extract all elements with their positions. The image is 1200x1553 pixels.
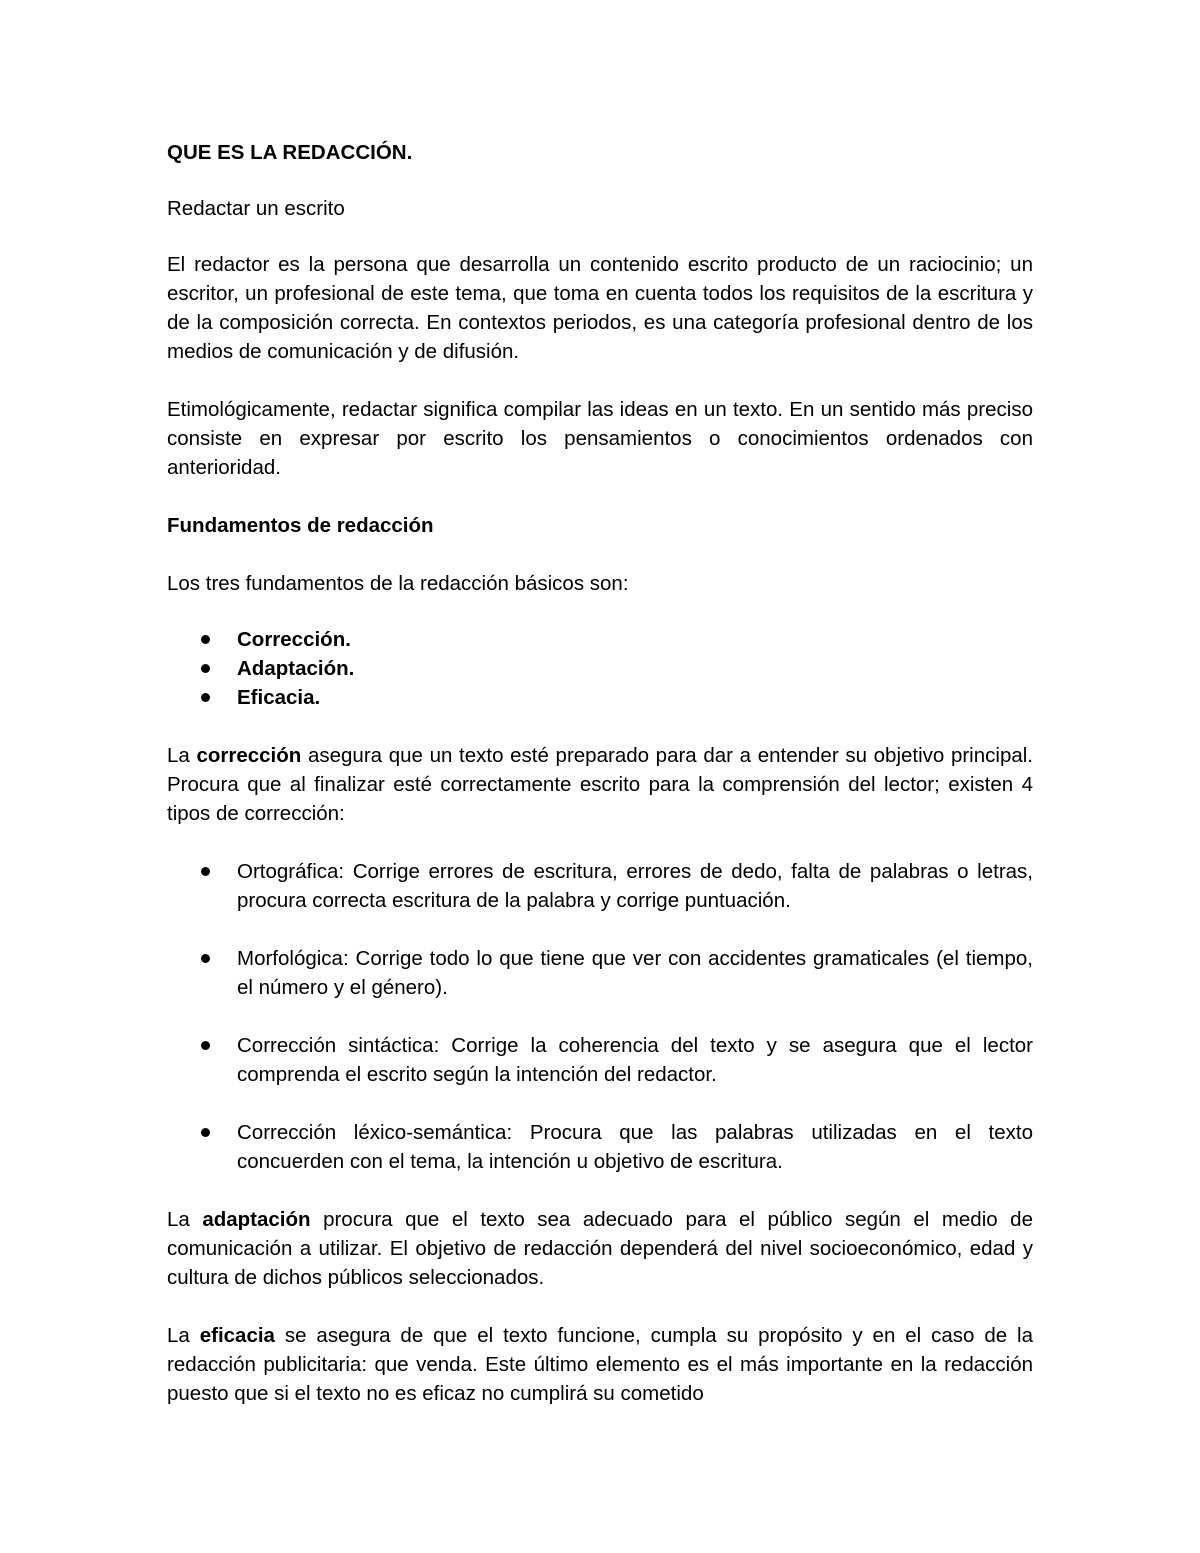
paragraph-prefix: La (167, 1324, 200, 1347)
list-item (167, 1031, 1033, 1089)
document-subtitle: Redactar un escrito (167, 197, 345, 220)
list-item (167, 625, 1033, 654)
list-item (167, 944, 1033, 1002)
paragraph-rest: procura que el texto sea adecuado para el público según el medio de comunicación a utilizar. El objetivo de redacción dependerá del nivel socioeconómico, edad y cultura de dichos públicos seleccionados. (167, 1208, 1033, 1289)
fundamentos-list (167, 625, 1033, 712)
bullet-icon (201, 1128, 210, 1137)
list-item (167, 857, 1033, 915)
tipos-correccion-list (167, 857, 1033, 1176)
bullet-icon (201, 867, 210, 876)
paragraph-etimologia: Etimológicamente, redactar significa compilar las ideas en un texto. En un sentido más preciso consiste en expresar por escrito los pensamientos o conocimientos ordenados con anterioridad. (167, 398, 1033, 479)
list-item (167, 683, 1033, 712)
tipo-correccion-text: Morfológica: Corrige todo lo que tiene que ver con accidentes gramaticales (el tiempo, el número y el género). (237, 947, 1033, 999)
tipo-correccion-text: Corrección sintáctica: Corrige la coherencia del texto y se asegura que el lector comprenda el escrito según la intención del redactor. (237, 1034, 1033, 1086)
term-correccion: corrección (196, 744, 302, 767)
fundamento-label: Eficacia. (237, 686, 321, 709)
paragraph-prefix: La (167, 1208, 203, 1231)
fundamento-label: Adaptación. (237, 657, 355, 680)
paragraph-redactor: El redactor es la persona que desarrolla un contenido escrito producto de un raciocinio; un escritor, un profesional de este tema, que toma en cuenta todos los requisitos de la escritura y de la composición correcta. En contextos periodos, es una categoría profesional dentro de los medios de comunicación y de difusión. (167, 253, 1033, 363)
bullet-icon (201, 664, 210, 673)
tipo-correccion-text: Corrección léxico-semántica: Procura que las palabras utilizadas en el texto concuerden con el tema, la intención u objetivo de escritura. (237, 1121, 1033, 1173)
paragraph-adaptacion (167, 1205, 1033, 1292)
term-eficacia: eficacia (199, 1324, 275, 1347)
tipo-correccion-text: Ortográfica: Corrige errores de escritura, errores de dedo, falta de palabras o letras, procura correcta escritura de la palabra y corrige puntuación. (237, 860, 1033, 912)
heading-fundamentos: Fundamentos de redacción (167, 514, 434, 537)
document-title: QUE ES LA REDACCIÓN. (167, 141, 413, 164)
list-item (167, 654, 1033, 683)
paragraph-correccion (167, 741, 1033, 828)
paragraph-rest: asegura que un texto esté preparado para dar a entender su objetivo principal. Procura que al finalizar esté correctamente escrito para la comprensión del lector; existen 4 tipos de corrección: (167, 744, 1033, 825)
paragraph-eficacia (167, 1321, 1033, 1408)
paragraph-prefix: La (167, 744, 197, 767)
list-item (167, 1118, 1033, 1176)
term-adaptacion: adaptación (202, 1208, 311, 1231)
intro-fundamentos: Los tres fundamentos de la redacción básicos son: (167, 572, 629, 595)
bullet-icon (201, 635, 210, 644)
bullet-icon (201, 954, 210, 963)
document-page (167, 138, 1033, 1408)
bullet-icon (201, 1041, 210, 1050)
bullet-icon (201, 693, 210, 702)
fundamento-label: Corrección. (237, 628, 351, 651)
paragraph-rest: se asegura de que el texto funcione, cumpla su propósito y en el caso de la redacción publicitaria: que venda. Este último elemento es el más importante en la redacción puesto que si el texto no es eficaz no cumplirá su cometido (167, 1324, 1033, 1405)
